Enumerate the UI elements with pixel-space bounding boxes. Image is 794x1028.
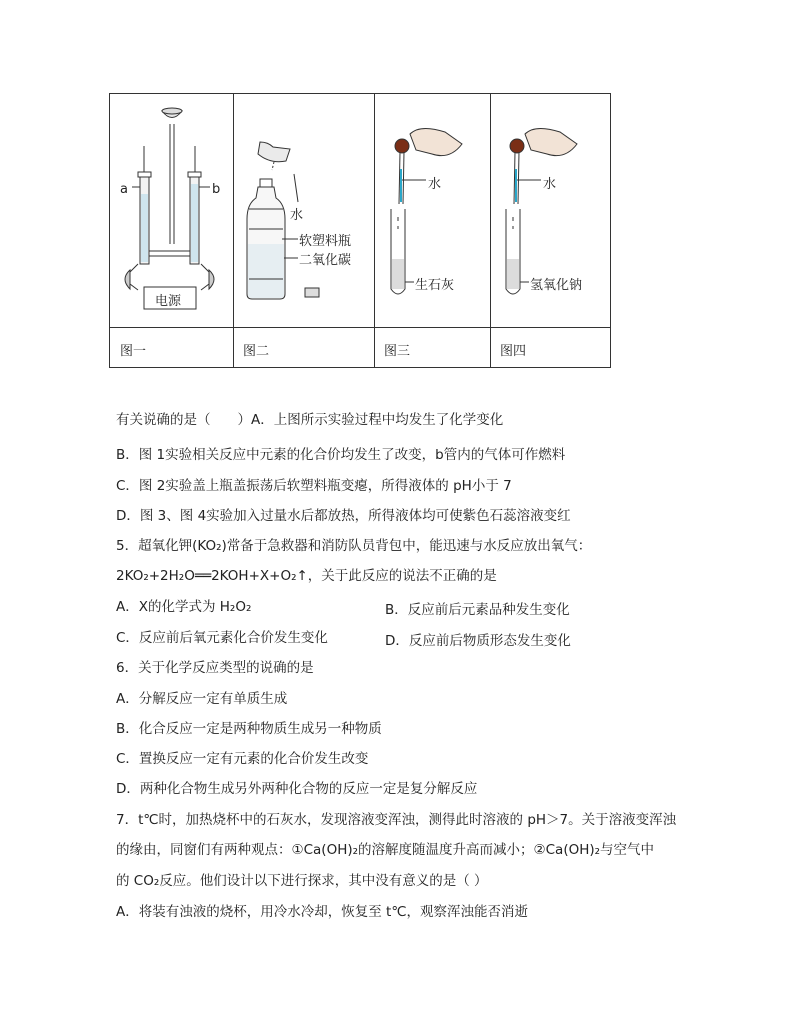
caption-1: 图一 [120, 344, 147, 359]
q6-option-a: A．分解反应一定有单质生成 [116, 691, 288, 707]
q7-stem-line2: 的缘由，同窗们有两种观点：①Ca(OH)₂的溶解度随温度升高而减小；②Ca(OH)₂与空气中 [116, 842, 655, 858]
q7-stem-line1: 7．t℃时，加热烧杯中的石灰水，发现溶液变浑浊，测得此时溶液的 pH＞7。关于溶液变浑浊 [116, 812, 677, 828]
q5-option-b: B．反应前后元素品种发生变化 [385, 602, 570, 618]
power-label: 电源 [155, 294, 182, 309]
q7-stem-line3: 的 CO₂反应。他们设计以下进行探求，其中没有意义的是（ ） [116, 873, 488, 889]
q6-option-b: B．化合反应一定是两种物质生成另一种物质 [116, 721, 382, 737]
q5-option-a: A．X的化学式为 H₂O₂ [116, 599, 252, 615]
q4-option-c: C．图 2实验盖上瓶盖振荡后软塑料瓶变瘪，所得液体的 pH小于 7 [116, 478, 512, 494]
plastic-bottle [247, 142, 319, 299]
q4-option-b: B．图 1实验相关反应中元素的化合价均发生了改变，b管内的气体可作燃料 [116, 447, 566, 463]
label-a: a [120, 182, 128, 197]
dropper-test-tube-3 [391, 128, 462, 294]
q4-option-d: D．图 3、图 4实验加入过量水后都放热，所得液体均可使紫色石蕊溶液变红 [116, 508, 571, 524]
q5-stem: 5．超氧化钾(KO₂)常备于急救器和消防队员背包中，能迅速与水反应放出氧气： [116, 538, 592, 554]
q5-option-c: C．反应前后氧元素化合价发生变化 [116, 630, 328, 646]
caption-4: 图四 [500, 344, 527, 359]
electrolysis-apparatus [125, 108, 214, 309]
q7-option-a: A．将装有浊液的烧杯，用冷水冷却，恢复至 t℃，观察浑浊能否消逝 [116, 904, 528, 920]
bottle-label: 软塑料瓶 [299, 234, 352, 249]
q5-option-d: D．反应前后物质形态发生变化 [385, 633, 571, 649]
figure-table [109, 93, 611, 368]
water-label: 水 [428, 177, 442, 192]
solid-label: 生石灰 [415, 278, 455, 293]
water-label: 水 [543, 177, 557, 192]
gas-label: 二氧化碳 [299, 253, 352, 268]
caption-3: 图三 [384, 344, 411, 359]
dropper-test-tube-4 [506, 128, 577, 294]
caption-divider [110, 327, 610, 328]
q4-stem: 有关说确的是（ ）A．上图所示实验过程中均发生了化学变化 [116, 412, 504, 428]
caption-2: 图二 [243, 344, 270, 359]
water-label: 水 [290, 208, 304, 223]
q6-stem: 6．关于化学反应类型的说确的是 [116, 660, 314, 676]
label-b: b [212, 182, 221, 197]
solid-label: 氢氧化钠 [530, 278, 583, 293]
q5-equation: 2KO₂+2H₂O══2KOH+X+O₂↑，关于此反应的说法不正确的是 [116, 568, 497, 584]
q6-option-d: D．两种化合物生成另外两种化合物的反应一定是复分解反应 [116, 781, 478, 797]
q6-option-c: C．置换反应一定有元素的化合价发生改变 [116, 751, 369, 767]
